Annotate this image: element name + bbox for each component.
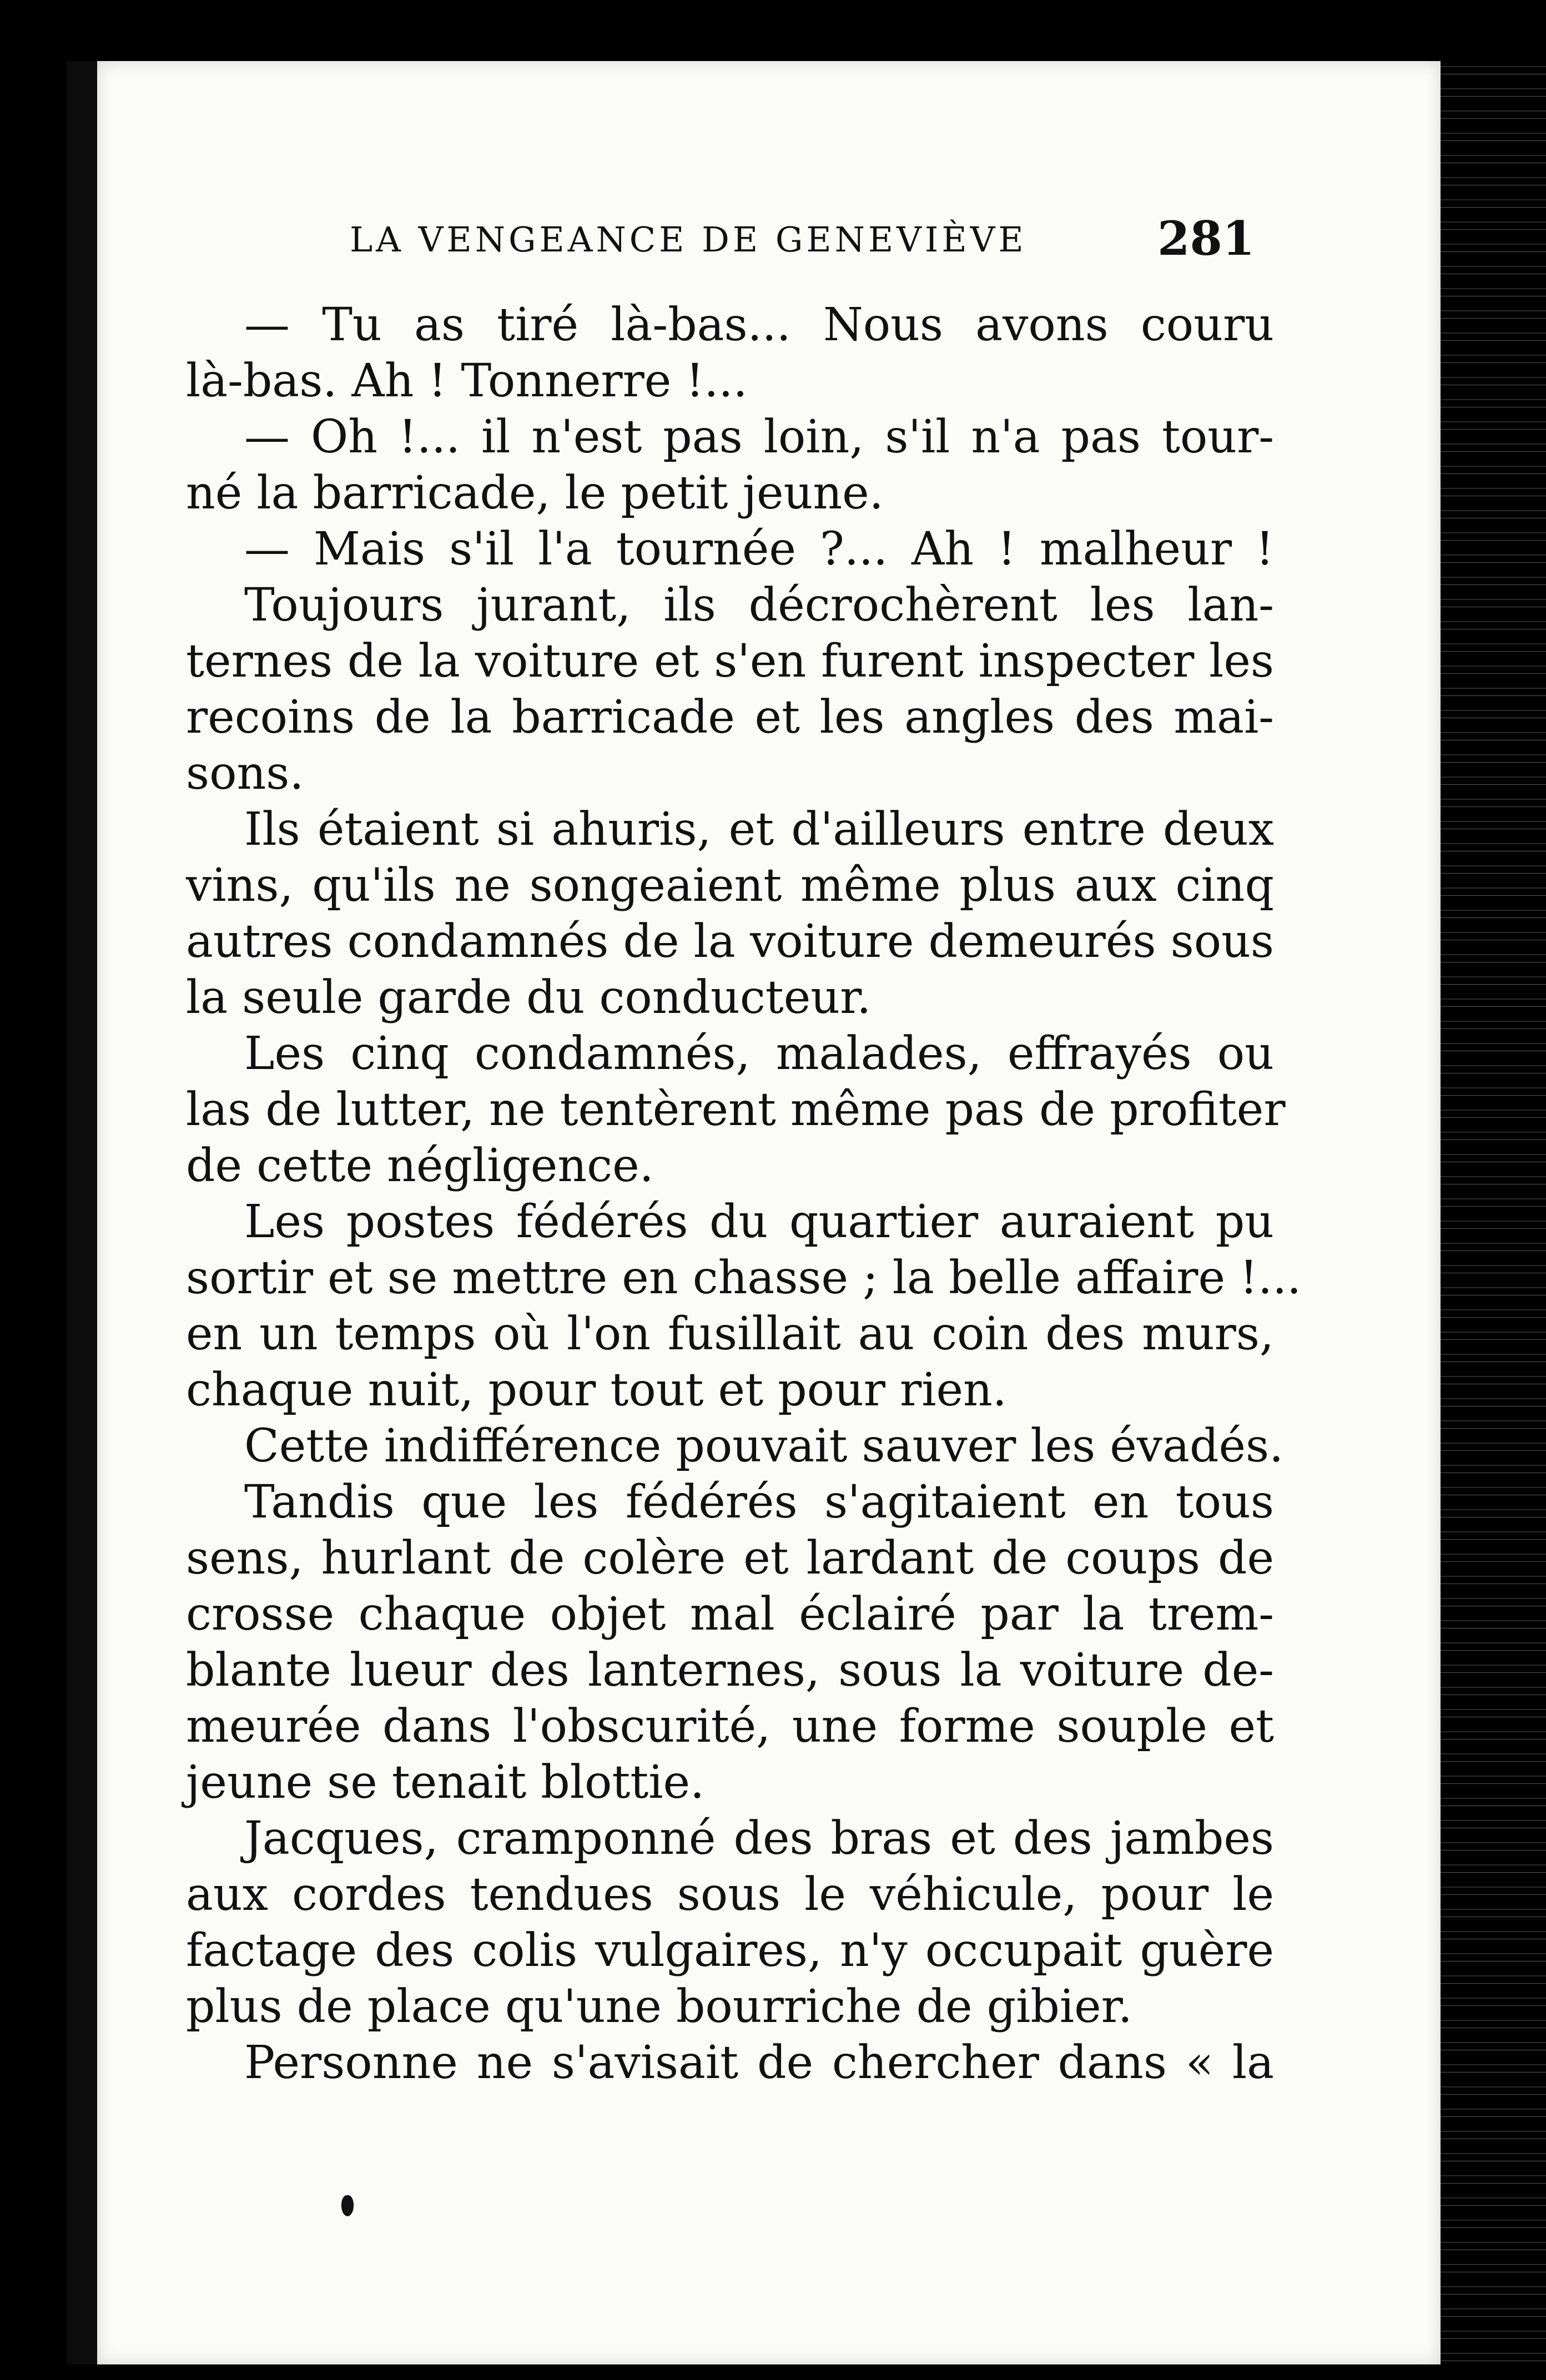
text-line: jeune se tenait blottie.	[186, 1756, 705, 1809]
text-line: Jacques, cramponné des bras et des jambes	[244, 1812, 1274, 1865]
page-body	[186, 297, 1302, 2091]
text-line: Cette indifférence pouvait sauver les évadés.	[244, 1420, 1284, 1473]
text-line: autres condamnés de la voiture demeurés sous	[186, 915, 1274, 968]
text-line: en un temps où l'on fusillait au coin des murs,	[186, 1308, 1274, 1360]
text-line: là-bas. Ah ! Tonnerre !...	[186, 355, 748, 407]
text-line: factage des colis vulgaires, n'y occupait guère	[186, 1924, 1274, 1977]
text-line: plus de place qu'une bourriche de gibier.	[186, 1980, 1132, 2033]
text-line: Tandis que les fédérés s'agitaient en tous	[244, 1476, 1274, 1529]
text-line: meurée dans l'obscurité, une forme souple et	[186, 1700, 1274, 1753]
text-line: las de lutter, ne tentèrent même pas de profiter	[186, 1083, 1286, 1136]
text-line: — Oh !... il n'est pas loin, s'il n'a pas tour-	[244, 411, 1274, 463]
text-line: crosse chaque objet mal éclairé par la trem-	[186, 1588, 1274, 1641]
printer-ornament	[341, 2195, 354, 2216]
text-line: blante lueur des lanternes, sous la voiture de-	[186, 1644, 1274, 1697]
text-line: recoins de la barricade et les angles des mai-	[186, 691, 1274, 744]
text-line: sons.	[186, 747, 304, 800]
page-number: 281	[1157, 211, 1255, 266]
text-line: vins, qu'ils ne songeaient même plus aux cinq	[186, 859, 1274, 912]
text-line: sortir et se mettre en chasse ; la belle affaire !...	[186, 1252, 1302, 1304]
text-line: Les cinq condamnés, malades, effrayés ou	[244, 1027, 1274, 1080]
text-line: né la barricade, le petit jeune.	[186, 467, 884, 520]
text-line: la seule garde du conducteur.	[186, 971, 872, 1024]
binding-edge	[1441, 61, 1546, 2364]
text-line: — Mais s'il l'a tournée ?... Ah ! malheur !	[244, 523, 1274, 576]
running-title: LA VENGEANCE DE GENEVIÈVE	[350, 219, 1027, 260]
text-line: Personne ne s'avisait de chercher dans « la	[244, 2036, 1274, 2089]
text-line: de cette négligence.	[186, 1139, 654, 1192]
text-line: Ils étaient si ahuris, et d'ailleurs entre deux	[244, 803, 1274, 856]
text-line: aux cordes tendues sous le véhicule, pour le	[186, 1868, 1274, 1921]
text-line: Toujours jurant, ils décrochèrent les lan-	[244, 579, 1274, 632]
text-line: — Tu as tiré là-bas... Nous avons couru	[244, 299, 1274, 351]
left-page-edge	[67, 61, 97, 2364]
text-line: ternes de la voiture et s'en furent inspecter les	[186, 635, 1274, 688]
text-line: chaque nuit, pour tout et pour rien.	[186, 1364, 1007, 1416]
text-line: Les postes fédérés du quartier auraient pu	[244, 1196, 1274, 1248]
text-line: sens, hurlant de colère et lardant de coups de	[186, 1532, 1274, 1585]
